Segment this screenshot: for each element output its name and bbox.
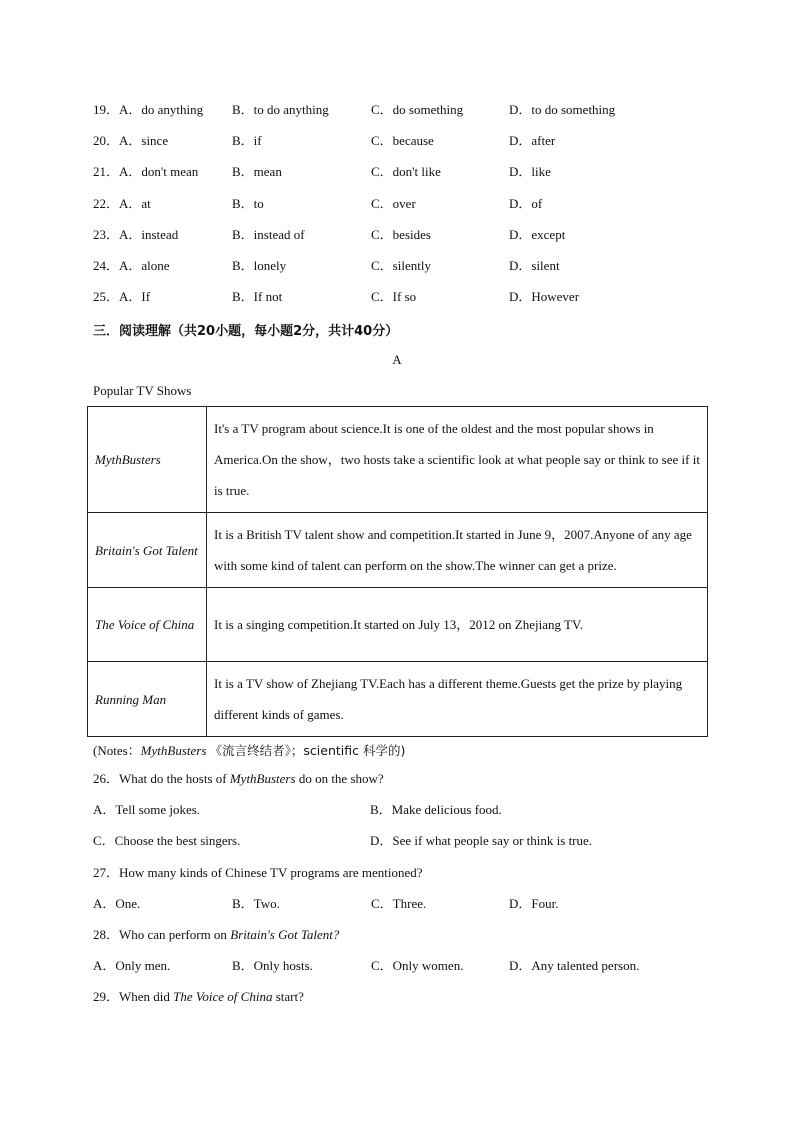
- option-20-a: 20．A．since: [93, 133, 169, 148]
- question-italic-title: MythBusters: [229, 771, 296, 786]
- show-name: The Voice of China: [88, 588, 207, 662]
- option-25-b: B．If not: [232, 289, 283, 304]
- option-26-b: B．Make delicious food.: [370, 802, 502, 817]
- section-title: 三．阅读理解（共20小题，每小题2分，共计40分）: [93, 324, 399, 339]
- option-27-d: D．Four.: [509, 896, 559, 911]
- option-22-c: C．over: [371, 196, 416, 211]
- table-row: [88, 662, 708, 737]
- show-description: It is a singing competition.It started on July 13，2012 on Zhejiang TV.: [207, 588, 708, 662]
- option-22-a: 22．A．at: [93, 196, 151, 211]
- notes: [93, 740, 405, 759]
- option-23-b: B．instead of: [232, 227, 305, 242]
- option-22-b: B．to: [232, 196, 264, 211]
- option-24-c: C．silently: [371, 258, 431, 273]
- question-29: 29．When did The Voice of China start?: [93, 989, 304, 1004]
- option-25-d: D．However: [509, 289, 580, 304]
- option-27-a: A．One.: [93, 896, 141, 911]
- table-caption: Popular TV Shows: [93, 383, 192, 398]
- option-23-d: D．except: [509, 227, 566, 242]
- option-27-c: C．Three.: [371, 896, 427, 911]
- table-row: [88, 588, 708, 662]
- option-23-a: 23．A．instead: [93, 227, 179, 242]
- option-21-c: C．don't like: [371, 164, 441, 179]
- question-italic-title: Britain's Got Talent?: [230, 927, 340, 942]
- table-row: [88, 407, 708, 513]
- option-24-d: D．silent: [509, 258, 560, 273]
- option-25-c: C．If so: [371, 289, 417, 304]
- option-25-a: 25．A．If: [93, 289, 151, 304]
- notes-term: MythBusters: [140, 743, 207, 758]
- option-22-d: D．of: [509, 196, 543, 211]
- notes-open: (Notes：: [93, 743, 141, 758]
- option-19-b: B．to do anything: [232, 102, 329, 117]
- show-name: Britain's Got Talent: [88, 513, 207, 588]
- option-28-a: A．Only men.: [93, 958, 171, 973]
- option-24-b: B．lonely: [232, 258, 287, 273]
- option-23-c: C．besides: [371, 227, 431, 242]
- option-26-d: D．See if what people say or think is true.: [370, 833, 593, 848]
- show-name: MythBusters: [88, 407, 207, 513]
- option-28-c: C．Only women.: [371, 958, 464, 973]
- option-27-b: B．Two.: [232, 896, 280, 911]
- tv-shows-table: [87, 406, 708, 737]
- option-19-c: C．do something: [371, 102, 464, 117]
- question-26: 26．What do the hosts of MythBusters do on the show?: [93, 771, 384, 786]
- option-28-d: D．Any talented person.: [509, 958, 640, 973]
- question-italic-title: The Voice of China: [173, 989, 273, 1004]
- option-28-b: B．Only hosts.: [232, 958, 313, 973]
- option-26-a: A．Tell some jokes.: [93, 802, 201, 817]
- option-21-d: D．like: [509, 164, 551, 179]
- show-description: It's a TV program about science.It is one of the oldest and the most popular shows in America.On the show，two hosts take a scientific look at what people say or think to see if it is true.: [207, 407, 708, 513]
- show-name: Running Man: [88, 662, 207, 737]
- option-26-c: C．Choose the best singers.: [93, 833, 241, 848]
- show-description: It is a British TV talent show and competition.It started in June 9，2007.Anyone of any age with some kind of talent can perform on the show.The winner can get a prize.: [207, 513, 708, 588]
- question-28: 28．Who can perform on Britain's Got Talent?: [93, 927, 340, 942]
- option-21-a: 21．A．don't mean: [93, 164, 199, 179]
- notes-rest: 《流言终结者》；scientific 科学的): [209, 743, 406, 758]
- passage-label: A: [392, 352, 402, 367]
- question-27: 27．How many kinds of Chinese TV programs are mentioned?: [93, 865, 423, 880]
- option-20-b: B．if: [232, 133, 262, 148]
- show-description: It is a TV show of Zhejiang TV.Each has a different theme.Guests get the prize by playing different kinds of games.: [207, 662, 708, 737]
- option-19-d: D．to do something: [509, 102, 616, 117]
- option-20-d: D．after: [509, 133, 556, 148]
- table-row: [88, 513, 708, 588]
- option-19-a: 19．A．do anything: [93, 102, 204, 117]
- option-24-a: 24．A．alone: [93, 258, 170, 273]
- option-21-b: B．mean: [232, 164, 282, 179]
- option-20-c: C．because: [371, 133, 434, 148]
